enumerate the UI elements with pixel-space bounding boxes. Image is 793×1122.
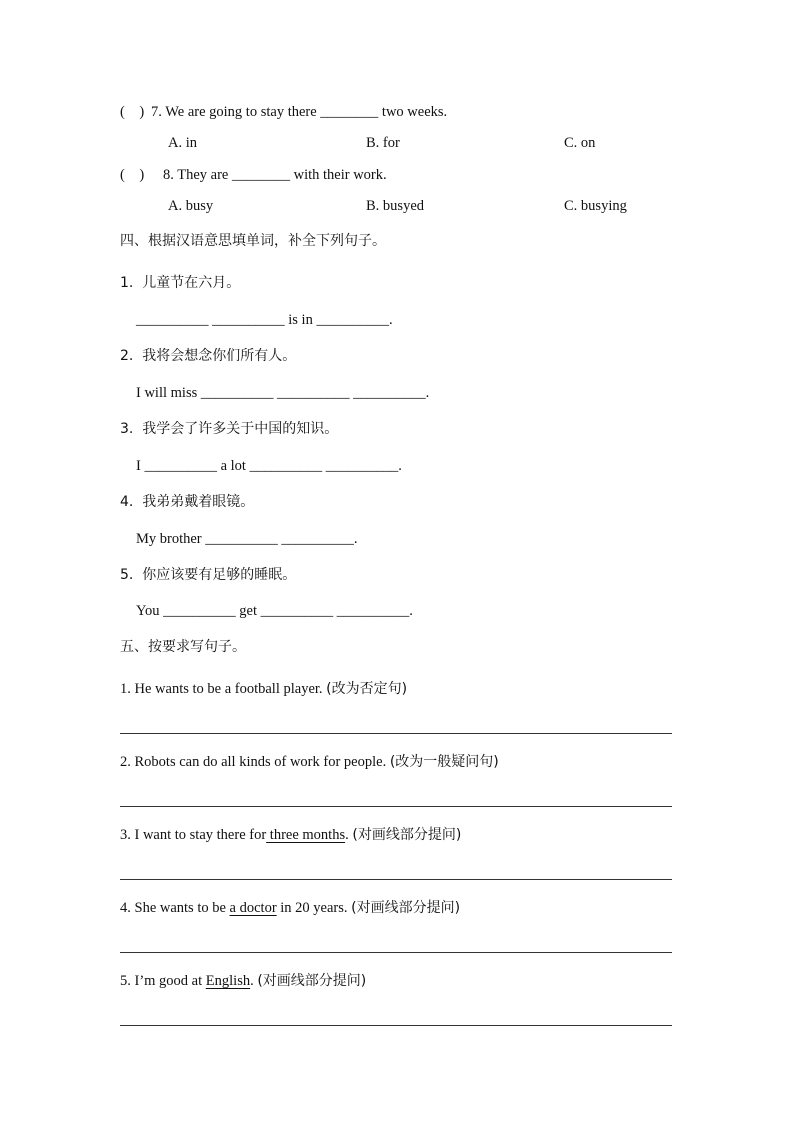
- s4-item2-chinese: 2. 我将会想念你们所有人。: [120, 348, 297, 364]
- s5-item5: [120, 972, 366, 990]
- s5-item4-text-after: in 20 years.: [276, 900, 352, 916]
- s5-item1-note: (改为否定句): [326, 681, 408, 697]
- s5-item1-text: 1. He wants to be a football player.: [120, 681, 327, 697]
- answer-line-5[interactable]: [120, 1025, 672, 1026]
- s5-item2: [120, 753, 499, 771]
- s5-item4-text: 4. She wants to be: [120, 900, 230, 916]
- s4-item4-chinese: 4. 我弟弟戴着眼镜。: [120, 494, 255, 510]
- mc-8-option-b: B. busyed: [366, 198, 424, 214]
- mc-7-option-a: A. in: [168, 135, 197, 151]
- answer-line-2[interactable]: [120, 806, 672, 807]
- mc-8-paren: ( ): [120, 167, 145, 183]
- mc-7-option-b: B. for: [366, 135, 400, 151]
- s5-item5-underlined: English: [205, 973, 251, 989]
- mc-7-option-c: C. on: [564, 135, 596, 151]
- s4-item3-english: I __________ a lot __________ __________.: [136, 458, 402, 474]
- mc-8-option-a: A. busy: [168, 198, 214, 214]
- s5-item3-text-after: .: [345, 827, 353, 843]
- s4-item5-english: You __________ get __________ __________.: [136, 603, 413, 619]
- answer-line-1[interactable]: [120, 733, 672, 734]
- s5-item2-note: (改为一般疑问句): [389, 754, 499, 770]
- s4-item5-chinese: 5. 你应该要有足够的睡眠。: [120, 567, 297, 583]
- s5-item4-note: (对画线部分提问): [351, 900, 461, 916]
- section5-heading: 五、按要求写句子。: [120, 639, 246, 655]
- s5-item5-text: 5. I’m good at: [120, 973, 206, 989]
- s4-item3-chinese: 3. 我学会了许多关于中国的知识。: [120, 421, 339, 437]
- mc-8-option-c: C. busying: [564, 198, 627, 214]
- answer-line-4[interactable]: [120, 952, 672, 953]
- s5-item3-note: (对画线部分提问): [352, 827, 462, 843]
- s4-item4-english: My brother __________ __________.: [136, 531, 358, 547]
- s5-item3-text: 3. I want to stay there for: [120, 827, 267, 843]
- s5-item2-text: 2. Robots can do all kinds of work for people.: [120, 754, 390, 770]
- mc-8-stem: 8. They are ________ with their work.: [163, 167, 387, 183]
- s5-item5-text-after: .: [250, 973, 258, 989]
- answer-line-3[interactable]: [120, 879, 672, 880]
- s4-item1-english: __________ __________ is in __________.: [136, 312, 393, 328]
- s4-item1-chinese: 1. 儿童节在六月。: [120, 275, 241, 291]
- section4-heading: 四、根据汉语意思填单词，补全下列句子。: [120, 233, 386, 249]
- s5-item3-underlined: three months: [266, 827, 346, 843]
- s5-item5-note: (对画线部分提问): [257, 973, 367, 989]
- s4-item2-english: I will miss __________ __________ __________.: [136, 385, 430, 401]
- s5-item4: [120, 899, 460, 917]
- mc-7-paren: ( ): [120, 104, 145, 120]
- s5-item4-underlined: a doctor: [229, 900, 277, 916]
- mc-7-stem: 7. We are going to stay there ________ two weeks.: [151, 104, 448, 120]
- s5-item1: [120, 680, 407, 698]
- s5-item3: [120, 826, 461, 844]
